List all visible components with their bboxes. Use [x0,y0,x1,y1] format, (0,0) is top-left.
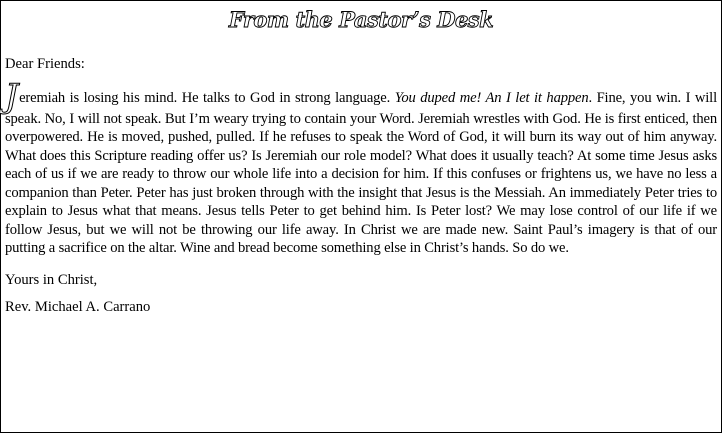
signature: Rev. Michael A. Carrano [5,298,151,315]
closing: Yours in Christ, [5,271,98,288]
scripture-quote: You duped me! An I let it happen [394,90,589,106]
letter-title: From the Pastor’s Desk [228,7,494,32]
main-paragraph [5,76,717,258]
paragraph-text-2: . Fine, you win. I will speak. No, I will not speak. But I’m weary trying to contain your Word. Jeremiah wrestles with God. He is first enticed, then overpowered. He is moved, pushed, pulled. If he refuses to speak the Word of God, it will burn its way out of him anyway. What does this Scripture reading offer us? Is Jeremiah our role model? What does it usually teach? At some time Jesus asks each of us if we are ready to throw our whole life into a decision for him. If this confuses or frightens us, we have no less a companion than Peter. Peter has just broken through with the insight that Jesus is the Messiah. An immediately Peter tries to explain to Jesus what that means. Jesus tells Peter to get behind him. Is Peter lost? We may lose control of our life if we follow Jesus, but we will not be throwing our life away. In Christ we are made new. Saint Paul’s imagery is that of our putting a sacrifice on the altar. Wine and bread become something else in Christ’s hands. So do we. [5,90,717,257]
greeting: Dear Friends: [5,56,85,72]
letter-body [5,55,717,316]
drop-cap: J [5,76,19,115]
paragraph-text-1: eremiah is losing his mind. He talks to God in strong language. [19,90,395,106]
